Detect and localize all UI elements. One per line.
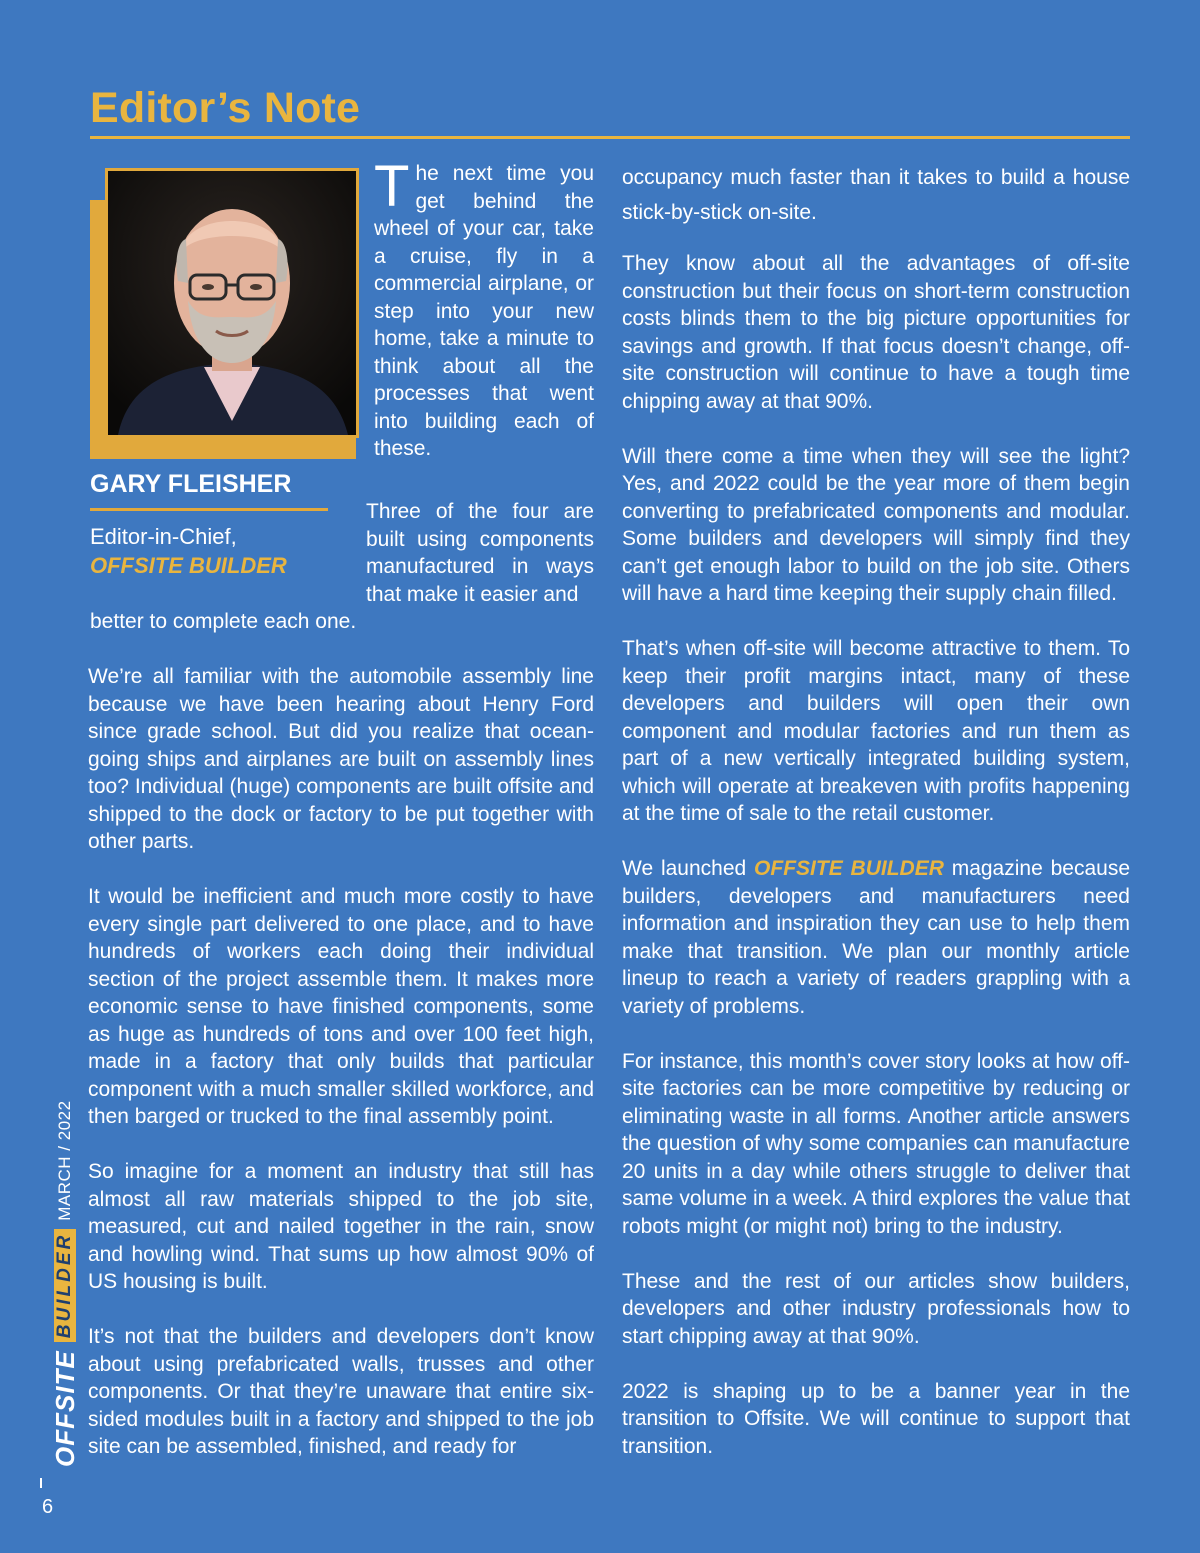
left-column bbox=[88, 663, 594, 1488]
body-paragraph: We’re all familiar with the automobile assembly line because we have been hearing about Henry Ford since grade school. But did you realize that ocean-going ships and airplanes are built on assembly lines too? Individual (huge) components are built offsite and shipped to the dock or factory to be put together with other parts. bbox=[88, 665, 594, 853]
second-paragraph-continued: better to complete each one. bbox=[90, 610, 357, 633]
body-paragraph: That’s when off-site will become attractive to them. To keep their profit margins intact, many of these developers and builders will open their own component and modular factories and run them as part of a new vertically integrated building system, which will operate at breakeven with profits happening at the time of sale to the retail customer. bbox=[622, 637, 1130, 825]
body-paragraph: Will there come a time when they will see the light? Yes, and 2022 could be the year more of them begin converting to prefabricated components and modular. Some builders and developers will simply find they can’t get enough labor to build on the job site. Others will have a hard time keeping their supply chain filled. bbox=[622, 444, 1130, 605]
author-portrait-image bbox=[108, 171, 356, 435]
body-paragraph: occupancy much faster than it takes to build a house stick-by-stick on-site. bbox=[622, 166, 1130, 224]
drop-cap: T bbox=[374, 154, 410, 219]
side-masthead-text bbox=[47, 1100, 83, 1467]
author-photo bbox=[105, 168, 359, 438]
body-paragraph: It’s not that the builders and developers don’t know about using prefabricated walls, trusses and other components. Or that they’re unaware that entire six-sided modules built in a factory and shipped to the job site can be assembled, finished, and ready for bbox=[88, 1325, 594, 1458]
right-column bbox=[622, 160, 1130, 1488]
intro-text: he next time you get behind the wheel of your car, take a cruise, fly in a commercial airplane, or step into your new home, take a minute to think about all the processes that went into building each of these. bbox=[374, 162, 594, 460]
title-divider bbox=[90, 136, 1130, 139]
body-paragraph bbox=[622, 855, 1130, 1020]
body-paragraph: So imagine for a moment an industry that still has almost all raw materials shipped to the job site, measured, cut and nailed together in the rain, snow and howling wind. That sums up how almost 90% of US housing is built. bbox=[88, 1160, 594, 1293]
author-name: GARY FLEISHER bbox=[90, 470, 292, 498]
paragraph-text: magazine because builders, developers and manufacturers need information and inspiration they can use to help them make that transition. We plan our monthly article lineup to reach a variety of readers grappling with a variety of problems. bbox=[622, 857, 1130, 1018]
intro-paragraph bbox=[374, 154, 594, 463]
side-brand-offsite: OFFSITE bbox=[49, 1350, 80, 1467]
body-paragraph: These and the rest of our articles show builders, developers and other industry professionals how to start chipping away at that 90%. bbox=[622, 1269, 1130, 1348]
body-paragraph: 2022 is shaping up to be a banner year in the transition to Offsite. We will continue to support that transition. bbox=[622, 1379, 1130, 1458]
paragraph-prefix: We launched bbox=[622, 857, 755, 880]
second-paragraph: Three of the four are built using components manufactured in ways that make it easier and bbox=[366, 500, 594, 606]
body-paragraph: It would be inefficient and much more costly to have every single part delivered to one place, and to have hundreds of workers each doing their individual section of the project assemble them. It makes more economic sense to have finished components, some as huge as hundreds of tons and over 100 feet high, made in a factory that only builds that particular component with a much smaller skilled workforce, and then barged or trucked to the final assembly point. bbox=[88, 885, 594, 1128]
author-publication: OFFSITE BUILDER bbox=[90, 553, 287, 578]
issue-date: MARCH / 2022 bbox=[55, 1100, 74, 1221]
side-brand-builder: BUILDER bbox=[54, 1229, 76, 1342]
author-role: Editor-in-Chief, bbox=[90, 524, 237, 549]
body-paragraph: For instance, this month’s cover story looks at how off-site factories can be more competitive by reducing or eliminating waste in all forms. Another article answers the question of why some companies can manufacture 20 units in a day while others struggle to deliver that same volume in a week. A third explores the value that robots might (or might not) bring to the industry. bbox=[622, 1049, 1130, 1238]
page-title: Editor’s Note bbox=[90, 84, 361, 132]
body-paragraph: They know about all the advantages of off-site construction but their focus on short-term construction costs blinds them to the big picture opportunities for savings and growth. If that focus doesn’t change, off-site construction will continue to have a tough time chipping away at that 90%. bbox=[622, 252, 1130, 413]
side-masthead bbox=[32, 1100, 80, 1470]
page-number-divider bbox=[40, 1478, 42, 1488]
inline-brand: OFFSITE BUILDER bbox=[754, 857, 944, 880]
page-number: 6 bbox=[42, 1496, 54, 1518]
author-divider bbox=[90, 508, 328, 511]
